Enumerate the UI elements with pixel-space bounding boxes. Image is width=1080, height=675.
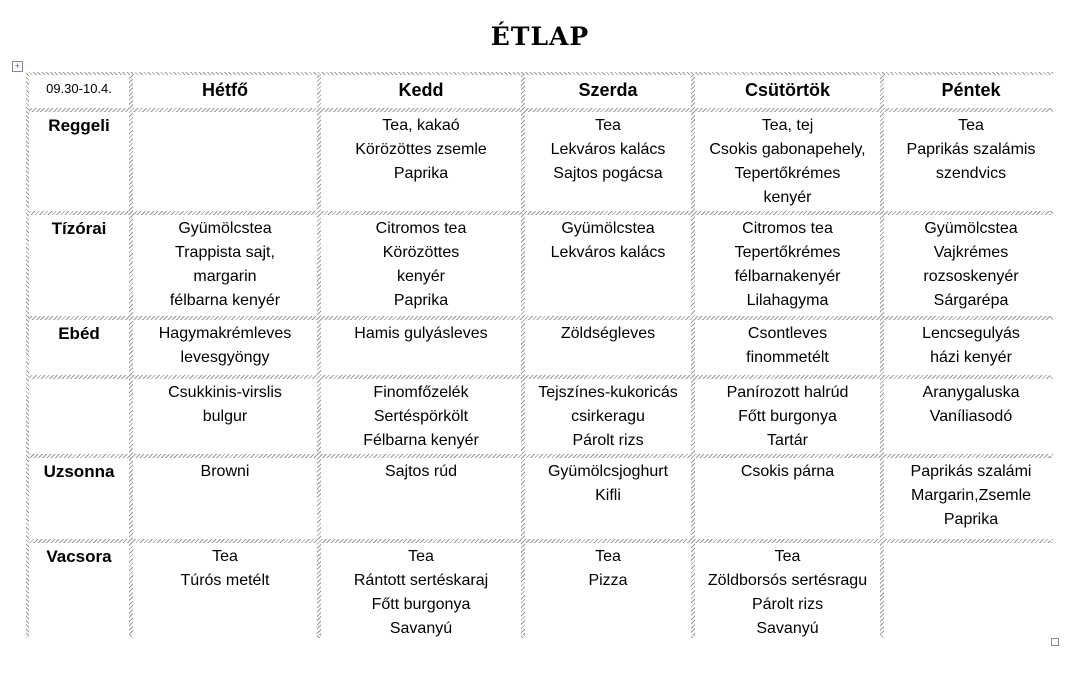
menu-item-line: Zöldborsós sertésragu [707,572,868,589]
menu-item-line: Gyümölcstea [924,220,1018,237]
meal-label [29,379,129,454]
menu-item-line: Trappista sajt, [175,244,275,261]
menu-item-line: kenyér [396,268,446,285]
menu-cell [525,379,691,454]
menu-item-line: Hamis gulyásleves [354,325,488,342]
menu-item-line: Túrós metélt [180,572,270,589]
menu-item-line: Paprika [393,292,449,309]
meal-label: Uzsonna [29,458,129,539]
menu-item-line: Gyümölcsjoghurt [547,463,669,480]
menu-item-line: Kifli [595,487,621,504]
day-header: Szerda [525,75,691,108]
menu-cell [133,543,317,644]
menu-cell [695,543,880,644]
menu-item-line: Panírozott halrúd [726,384,849,401]
menu-cell [321,112,521,211]
menu-cell [525,543,691,644]
meal-label: Tízórai [29,215,129,316]
menu-item-line: Párolt rizs [751,596,824,613]
menu-item-line: Tea [958,117,984,134]
menu-item-line: Tea [408,548,434,565]
menu-item-line: Lekváros kalács [550,141,666,158]
menu-cell [133,379,317,454]
menu-cell [884,543,1058,644]
meal-label: Reggeli [29,112,129,211]
menu-item-line: Lekváros kalács [550,244,666,261]
menu-cell [133,112,317,211]
menu-cell [695,320,880,375]
menu-item-line: házi kenyér [930,349,1012,366]
menu-item-line: Paprika [393,165,449,182]
menu-item-line: Párolt rizs [572,432,644,449]
menu-item-line: finommetélt [746,349,829,366]
menu-item-line: margarin [193,268,257,285]
menu-item-line: Tea [595,117,621,134]
menu-item-line: bulgur [202,408,248,425]
menu-item-line: Paprikás szalámi [910,463,1032,480]
meal-label: Ebéd [29,320,129,375]
menu-cell [525,320,691,375]
menu-table [26,72,1053,638]
meal-label: Vacsora [29,543,129,644]
menu-item-line: Vajkrémes [933,244,1009,261]
menu-grid [29,75,1050,635]
menu-item-line: Tea [774,548,801,565]
menu-cell [525,458,691,539]
menu-item-line: Gyümölcstea [561,220,655,237]
menu-item-line: Pizza [588,572,628,589]
menu-item-line: Sárgarépa [933,292,1009,309]
menu-item-line: Tea, tej [761,117,814,134]
menu-item-line: Csokis gabonapehely, [709,141,866,158]
menu-item-line: Főtt burgonya [738,408,837,425]
menu-item-line: Zöldségleves [560,325,656,342]
menu-item-line: Félbarna kenyér [363,432,479,449]
menu-item-line: Tejszínes-kukoricás [538,384,678,401]
menu-item-line: Körözöttes [382,244,460,261]
menu-cell [133,215,317,316]
menu-item-line: Paprikás szalámis [906,141,1036,158]
menu-cell [884,215,1058,316]
menu-item-line: Csontleves [747,325,828,342]
menu-item-line: Savanyú [389,620,453,637]
menu-item-line: Tepertőkrémes [734,165,841,182]
menu-item-line: Sertéspörkölt [373,408,469,425]
menu-item-line: Vaníliasodó [929,408,1013,425]
menu-item-line: Főtt burgonya [371,596,471,613]
menu-item-line: Aranygaluska [922,384,1020,401]
menu-item-line: Rántott sertéskaraj [353,572,489,589]
menu-item-line: Tartár [767,432,808,449]
day-header: Kedd [321,75,521,108]
date-range-cell: 09.30-10.4. [29,75,129,108]
menu-cell [525,112,691,211]
menu-item-line: Margarin,Zsemle [910,487,1032,504]
menu-cell [321,215,521,316]
menu-item-line: csirkeragu [571,408,645,425]
menu-cell [321,543,521,644]
menu-item-line: levesgyöngy [180,349,270,366]
menu-cell [133,458,317,539]
menu-item-line: Hagymakrémleves [158,325,292,342]
menu-item-line: Tea [212,548,238,565]
menu-item-line: szendvics [935,165,1007,182]
menu-cell [884,320,1058,375]
menu-cell [884,112,1058,211]
day-header: Csütörtök [695,75,880,108]
menu-item-line: Tea, kakaó [382,117,460,134]
menu-item-line: Lencsegulyás [922,325,1020,342]
menu-cell [133,320,317,375]
day-header: Péntek [884,75,1058,108]
menu-item-line: Sajtos rúd [384,463,458,480]
menu-item-line: rozsoskenyér [923,268,1019,285]
menu-cell [884,458,1058,539]
menu-item-line: Csukkinis-virslis [168,384,282,401]
menu-item-line: félbarnakenyér [734,268,841,285]
day-header: Hétfő [133,75,317,108]
menu-item-line: Savanyú [756,620,819,637]
menu-item-line: Citromos tea [375,220,467,237]
menu-cell [321,379,521,454]
menu-cell [695,379,880,454]
menu-item-line: Citromos tea [742,220,833,237]
menu-cell [321,458,521,539]
menu-cell [695,112,880,211]
menu-cell [884,379,1058,454]
menu-cell [525,215,691,316]
menu-item-line: Paprika [943,511,999,528]
menu-item-line: Finomfőzelék [373,384,469,401]
menu-cell [321,320,521,375]
menu-item-line: Gyümölcstea [178,220,272,237]
menu-item-line: félbarna kenyér [169,292,281,309]
menu-item-line: kenyér [763,189,812,206]
menu-item-line: Csokis párna [740,463,835,480]
menu-cell [695,215,880,316]
table-resize-handle-icon[interactable] [1051,638,1059,646]
page-title: ÉTLAP [490,22,590,51]
menu-item-line: Browni [200,463,250,480]
menu-item-line: Tea [595,548,621,565]
table-move-handle-icon[interactable]: + [12,61,23,72]
menu-item-line: Sajtos pogácsa [553,165,663,182]
menu-item-line: Körözöttes zsemle [355,141,487,158]
menu-cell [695,458,880,539]
menu-item-line: Lilahagyma [746,292,829,309]
menu-item-line: Tepertőkrémes [734,244,841,261]
